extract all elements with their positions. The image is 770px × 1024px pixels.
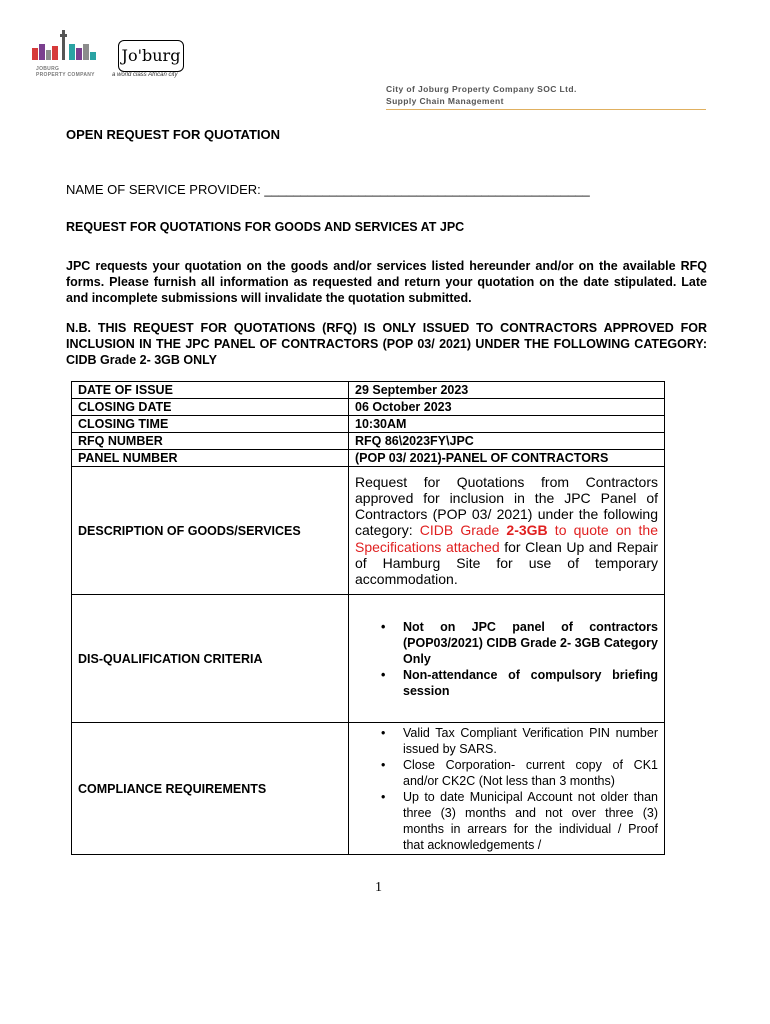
disqualification-value bbox=[349, 595, 665, 723]
table-row bbox=[72, 416, 665, 433]
page-number: 1 bbox=[375, 880, 382, 895]
table-row bbox=[72, 433, 665, 450]
logo-bar bbox=[46, 50, 51, 60]
table-row bbox=[72, 399, 665, 416]
row-value: RFQ 86\2023FY\JPC bbox=[349, 433, 665, 450]
compliance-label: COMPLIANCE REQUIREMENTS bbox=[72, 723, 349, 855]
compliance-value bbox=[349, 723, 665, 855]
list-item: • Valid Tax Compliant Verification PIN number issued by SARS. bbox=[381, 726, 658, 756]
row-value: 29 September 2023 bbox=[349, 382, 665, 399]
joburg-tagline: a world class African city bbox=[112, 72, 178, 78]
row-label: DATE OF ISSUE bbox=[72, 382, 349, 399]
table-row bbox=[72, 595, 665, 723]
logo-bar bbox=[39, 44, 45, 60]
row-value: (POP 03/ 2021)-PANEL OF CONTRACTORS bbox=[349, 450, 665, 467]
logo-bar bbox=[83, 44, 89, 60]
row-label: PANEL NUMBER bbox=[72, 450, 349, 467]
intro-paragraph: JPC requests your quotation on the goods and/or services listed hereunder and/or on the available RFQ forms. Please furnish all information as requested and return your quotation on the date stipulated. Late and incomplete submissions will invalidate the quotation submitted. bbox=[66, 259, 707, 305]
list-item: • Close Corporation- current copy of CK1 and/or CK2C (Not less than 3 months) bbox=[381, 758, 658, 788]
table-row bbox=[72, 467, 665, 595]
row-label: CLOSING TIME bbox=[72, 416, 349, 433]
row-label: CLOSING DATE bbox=[72, 399, 349, 416]
joburg-logo: Jo'burg bbox=[118, 40, 184, 72]
company-header: City of Joburg Property Company SOC Ltd. Supply Chain Management bbox=[386, 84, 577, 106]
service-provider-line: NAME OF SERVICE PROVIDER: _____________________________________________ bbox=[66, 182, 590, 197]
row-value: 06 October 2023 bbox=[349, 399, 665, 416]
logo-bar bbox=[52, 46, 58, 60]
logo-bar bbox=[32, 48, 38, 60]
rfq-details-table bbox=[71, 381, 665, 855]
description-label: DESCRIPTION OF GOODS/SERVICES bbox=[72, 467, 349, 595]
logo-bar bbox=[60, 34, 67, 37]
row-value: 10:30AM bbox=[349, 416, 665, 433]
nb-paragraph: N.B. THIS REQUEST FOR QUOTATIONS (RFQ) IS ONLY ISSUED TO CONTRACTORS APPROVED FOR INCLUSION IN THE JPC PANEL OF CONTRACTORS (POP 03/ 2021) UNDER THE FOLLOWING CATEGORY: CIDB Grade 2- 3GB ONLY bbox=[66, 321, 707, 367]
table-row bbox=[72, 382, 665, 399]
list-item: • Non-attendance of compulsory briefing session bbox=[381, 667, 658, 698]
header-rule bbox=[386, 109, 706, 110]
page-title: OPEN REQUEST FOR QUOTATION bbox=[66, 127, 281, 142]
jpc-logo-text: JOBURG PROPERTY COMPANY bbox=[36, 66, 95, 78]
list-item: • Not on JPC panel of contractors (POP03/2021) CIDB Grade 2- 3GB Category Only bbox=[381, 619, 658, 666]
table-row bbox=[72, 450, 665, 467]
description-value: Request for Quotations from Contractors approved for inclusion in the JPC Panel of Contractors (POP 03/ 2021) under the following category: CIDB Grade 2-3GB to quote on the Specifications attached for Clean Up and Repair of Hamburg Site for use of temporary accommodation. bbox=[349, 467, 665, 595]
section-heading: REQUEST FOR QUOTATIONS FOR GOODS AND SERVICES AT JPC bbox=[66, 220, 465, 234]
logo-bar bbox=[69, 44, 75, 60]
logo-bar bbox=[90, 52, 96, 60]
disqualification-label: DIS-QUALIFICATION CRITERIA bbox=[72, 595, 349, 723]
table-row bbox=[72, 723, 665, 855]
list-item: • Up to date Municipal Account not older than three (3) months and not over three (3) months in arrears for the individual / Proof that acknowledgements / bbox=[381, 790, 658, 852]
row-label: RFQ NUMBER bbox=[72, 433, 349, 450]
logo-bar bbox=[76, 48, 82, 60]
